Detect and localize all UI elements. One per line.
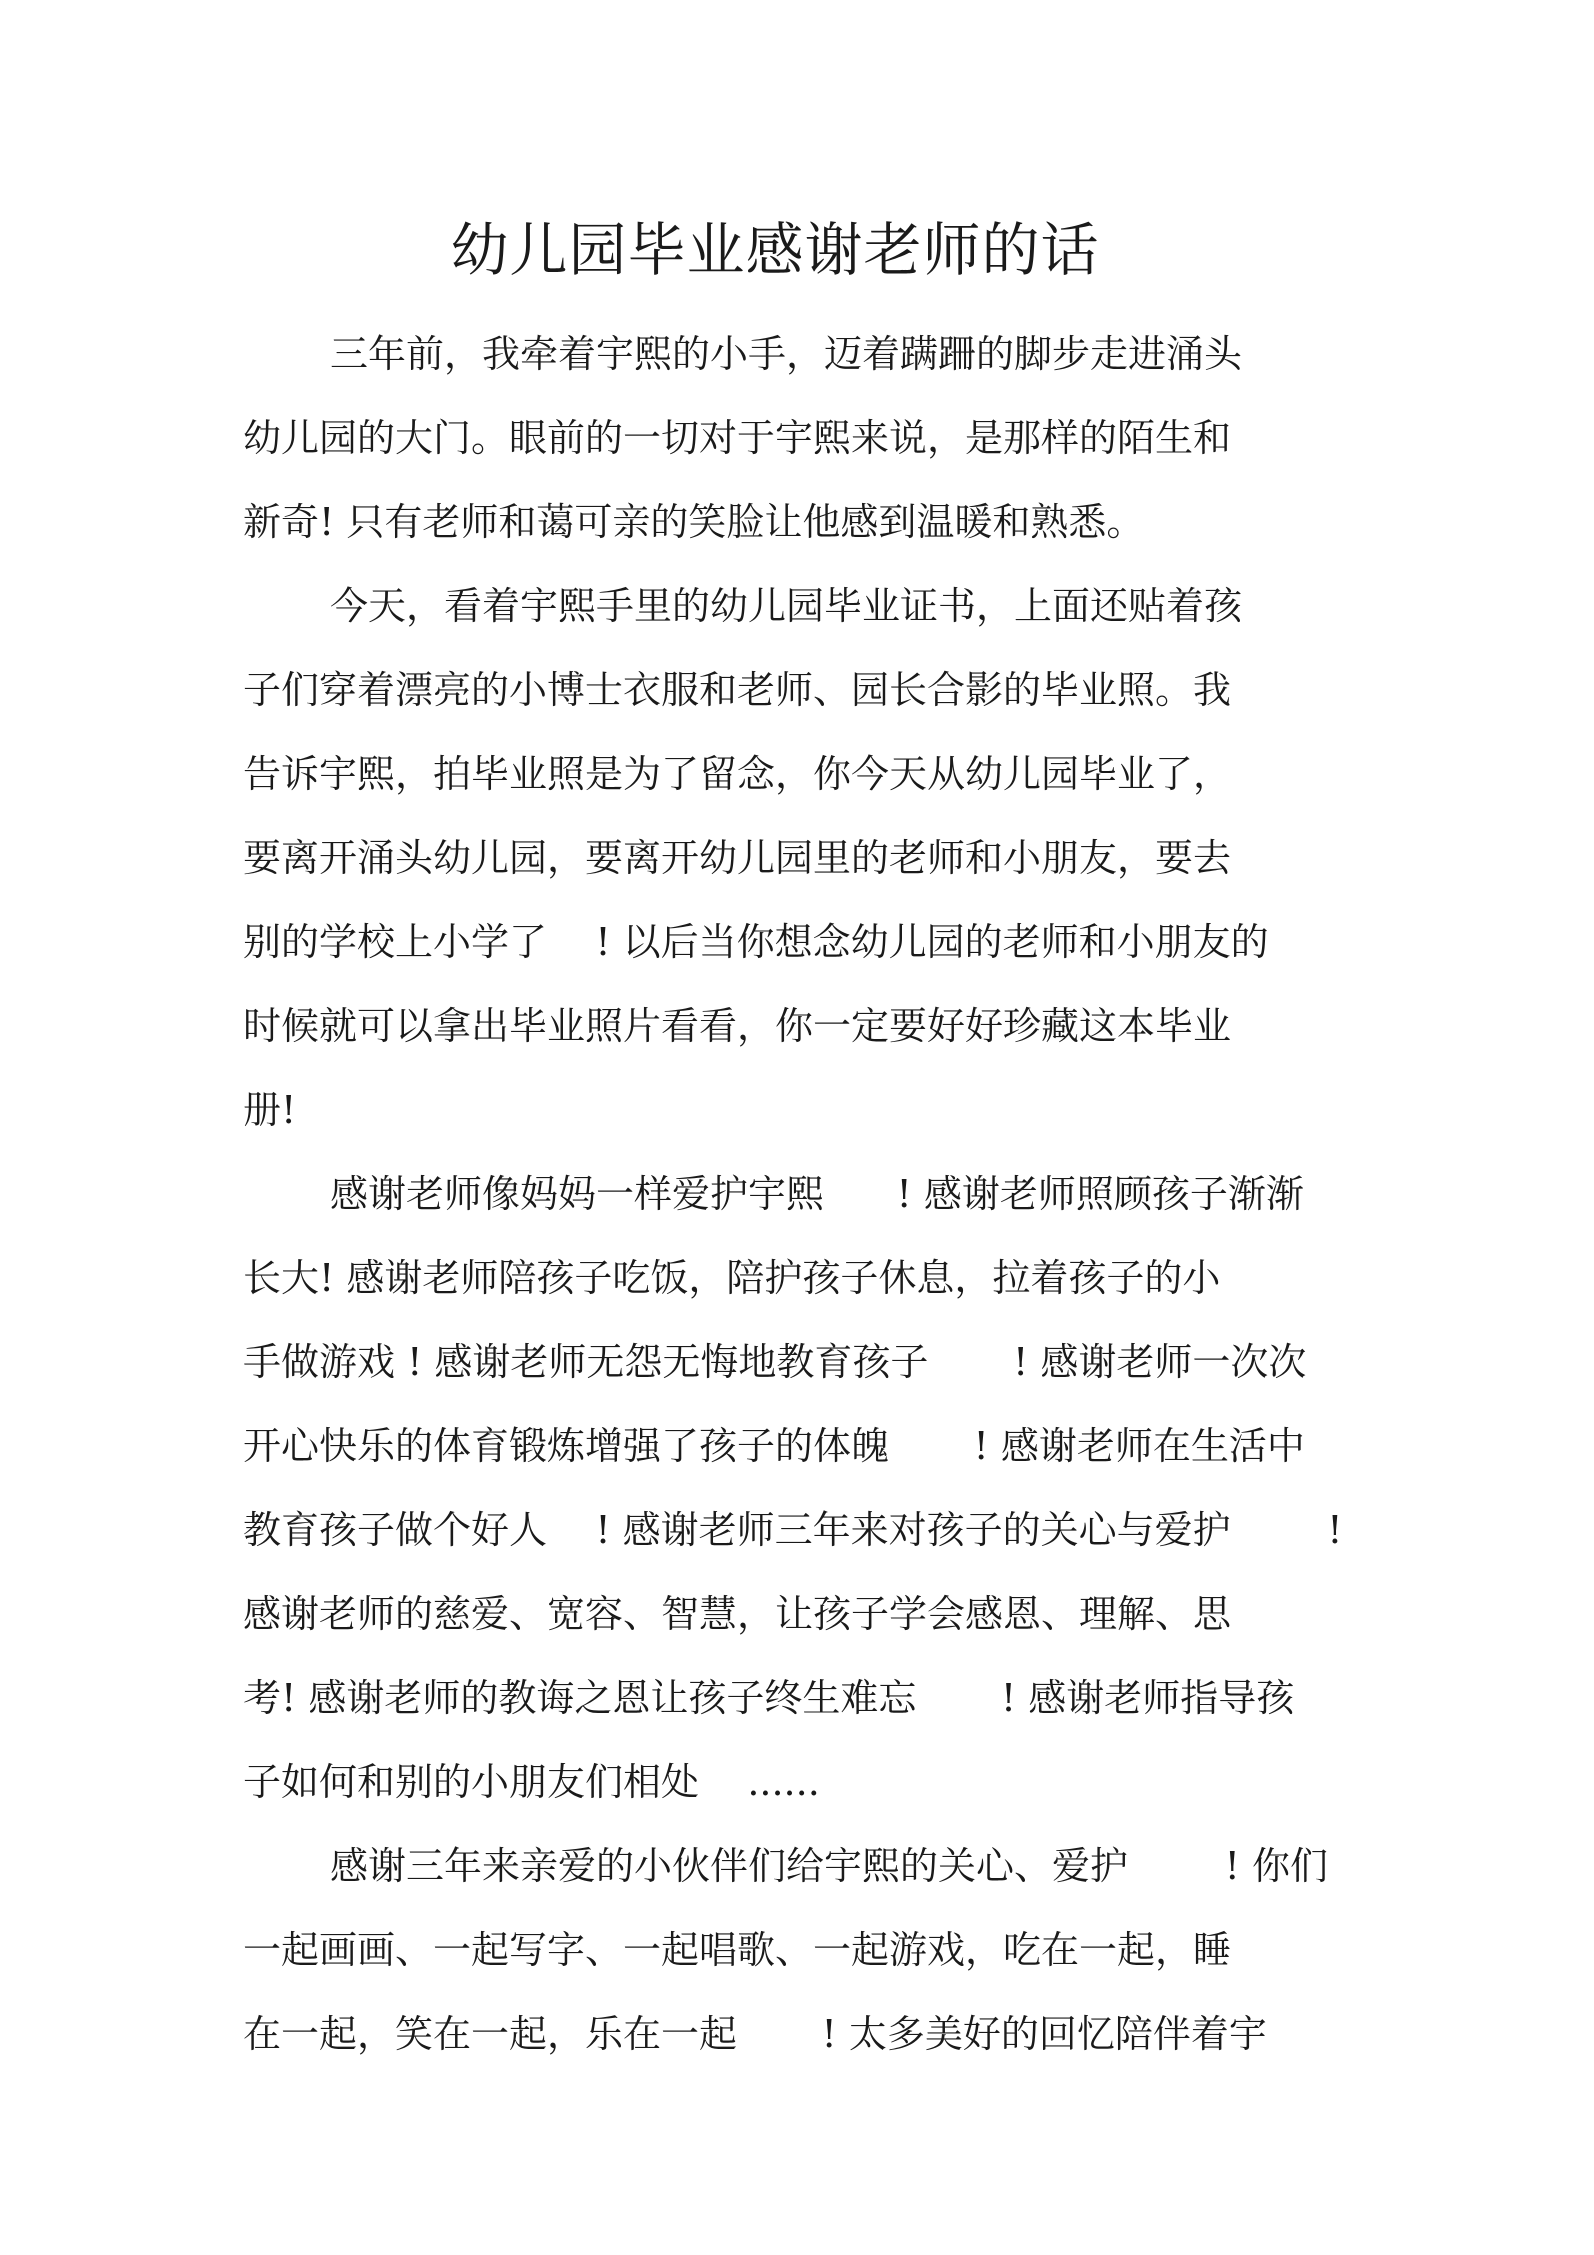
paragraph-line: 长大! 感谢老师陪孩子吃饭，陪护孩子休息，拉着孩子的小 — [243, 1256, 1221, 1300]
paragraph-1 — [243, 312, 1423, 564]
paragraph-4 — [243, 1824, 1423, 2076]
paragraph-line: 册! — [243, 1088, 297, 1132]
paragraph-line: 考! 感谢老师的教诲之恩让孩子终生难忘 ! 感谢老师指导孩 — [243, 1676, 1295, 1720]
paragraph-line: 新奇! 只有老师和蔼可亲的笑脸让他感到温暖和熟悉。 — [243, 500, 1145, 544]
paragraph-2 — [243, 564, 1423, 1152]
paragraph-3 — [243, 1152, 1423, 1824]
paragraph-line: 子们穿着漂亮的小博士衣服和老师、园长合影的毕业照。我 — [243, 668, 1232, 712]
paragraph-line: 感谢老师像妈妈一样爱护宇熙 ! 感谢老师照顾孩子渐渐 — [330, 1172, 1304, 1216]
paragraph-line: 幼儿园的大门。眼前的一切对于宇熙来说，是那样的陌生和 — [243, 416, 1232, 460]
paragraph-line: 教育孩子做个好人 ! 感谢老师三年来对孩子的关心与爱护 ! — [243, 1508, 1343, 1552]
paragraph-line: 要离开涌头幼儿园，要离开幼儿园里的老师和小朋友，要去 — [243, 836, 1232, 880]
paragraph-line: 感谢老师的慈爱、宽容、智慧，让孩子学会感恩、理解、思 — [243, 1592, 1232, 1636]
paragraph-line: 子如何和别的小朋友们相处 ...... — [243, 1760, 820, 1804]
paragraph-line: 开心快乐的体育锻炼增强了孩子的体魄 ! 感谢老师在生活中 — [243, 1424, 1305, 1468]
paragraph-line: 手做游戏 ! 感谢老师无怨无悔地教育孩子 ! 感谢老师一次次 — [243, 1340, 1307, 1384]
paragraph-line: 时候就可以拿出毕业照片看看，你一定要好好珍藏这本毕业 — [243, 1004, 1232, 1048]
paragraph-line: 告诉宇熙，拍毕业照是为了留念，你今天从幼儿园毕业了， — [243, 752, 1232, 796]
page-title: 幼儿园毕业感谢老师的话 — [450, 216, 1100, 284]
paragraph-line: 别的学校上小学了 ! 以后当你想念幼儿园的老师和小朋友的 — [243, 920, 1269, 964]
paragraph-line: 三年前，我牵着宇熙的小手，迈着蹒跚的脚步走进涌头 — [330, 332, 1243, 376]
paragraph-line: 在一起，笑在一起，乐在一起 ! 太多美好的回忆陪伴着宇 — [243, 2012, 1267, 2056]
document-body — [243, 312, 1423, 2076]
paragraph-line: 今天，看着宇熙手里的幼儿园毕业证书，上面还贴着孩 — [330, 584, 1243, 628]
paragraph-line: 感谢三年来亲爱的小伙伴们给宇熙的关心、爱护 ! 你们 — [330, 1844, 1328, 1888]
paragraph-line: 一起画画、一起写字、一起唱歌、一起游戏，吃在一起，睡 — [243, 1928, 1232, 1972]
